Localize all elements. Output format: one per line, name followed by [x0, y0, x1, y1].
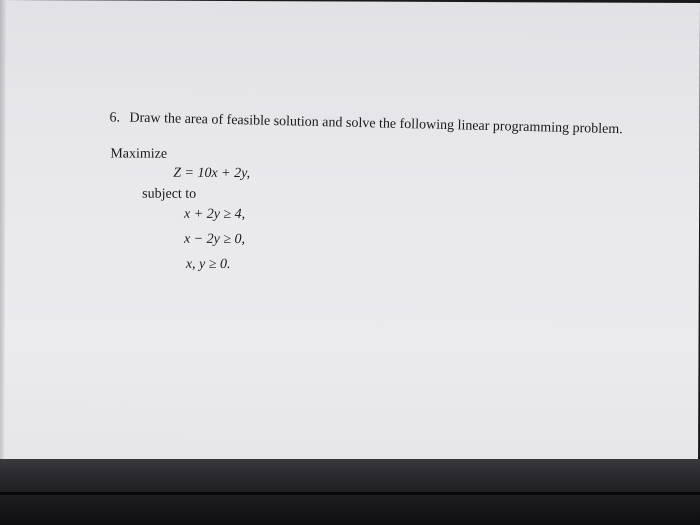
subject-to-label: subject to [142, 186, 197, 202]
constraint: x − 2y ≥ 0, [183, 231, 246, 248]
question-number: 6. [109, 110, 121, 126]
maximize-label: Maximize [110, 146, 168, 162]
question-text: Draw the area of feasible solution and solve the following linear programming problem. [129, 110, 623, 138]
bezel-divider [0, 492, 700, 495]
constraint: x + 2y ≥ 4, [184, 206, 246, 223]
objective-function: Z = 10x + 2y, [173, 165, 251, 182]
screen-edge [0, 0, 6, 462]
constraint: x, y ≥ 0. [185, 256, 231, 273]
